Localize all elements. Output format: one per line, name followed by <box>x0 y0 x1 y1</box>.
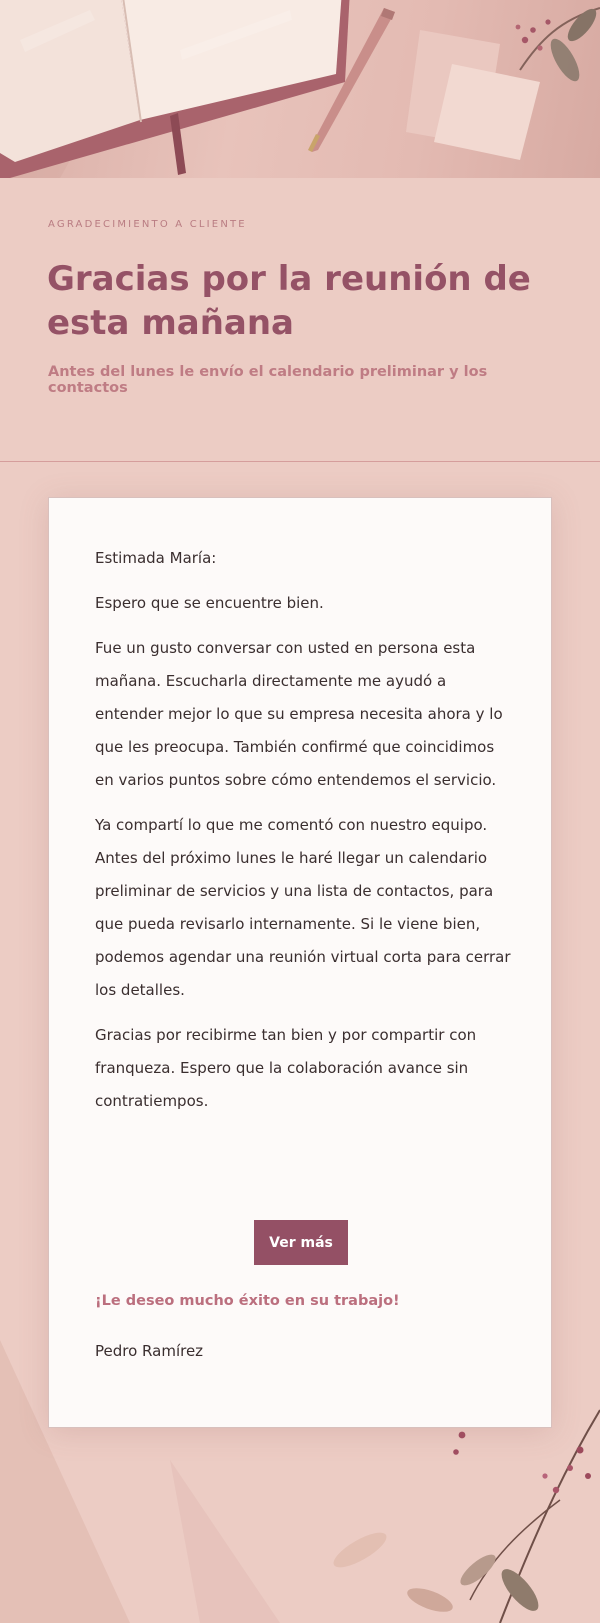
page-title: Gracias por la reunión de esta mañana <box>47 259 531 343</box>
letter-paragraph: Ya compartí lo que me comentó con nuestro equipo. Antes del próximo lunes le haré llegar un calendario preliminar de servicios y una lista de contactos, para que pueda revisarlo internamente. Si le viene bien, podemos agendar una reunión virtual corta para cerrar los detalles. <box>95 816 511 999</box>
signature: Pedro Ramírez <box>95 1342 204 1360</box>
divider <box>0 461 600 462</box>
page-subtitle: Antes del lunes le envío el calendario preliminar y los contactos <box>48 364 488 396</box>
letter-greeting: Estimada María: <box>95 549 217 567</box>
closing-wish: ¡Le deseo mucho éxito en su trabajo! <box>95 1293 400 1309</box>
letter-card <box>48 497 552 1428</box>
letter-paragraph: Espero que se encuentre bien. <box>95 594 324 612</box>
letter-body <box>95 542 515 1130</box>
category-label: AGRADECIMIENTO A CLIENTE <box>48 219 247 230</box>
see-more-button[interactable]: Ver más <box>254 1220 348 1265</box>
letter-paragraph: Gracias por recibirme tan bien y por compartir con franqueza. Espero que la colaboración avance sin contratiempos. <box>95 1026 477 1110</box>
foliage <box>516 5 600 86</box>
letter-paragraph: Fue un gusto conversar con usted en persona esta mañana. Escucharla directamente me ayudó a entender mejor lo que su empresa necesita ahora y lo que les preocupa. También confirmé que coincidimos en varios puntos sobre cómo entendemos el servicio. <box>95 639 503 789</box>
header-image <box>0 0 600 178</box>
